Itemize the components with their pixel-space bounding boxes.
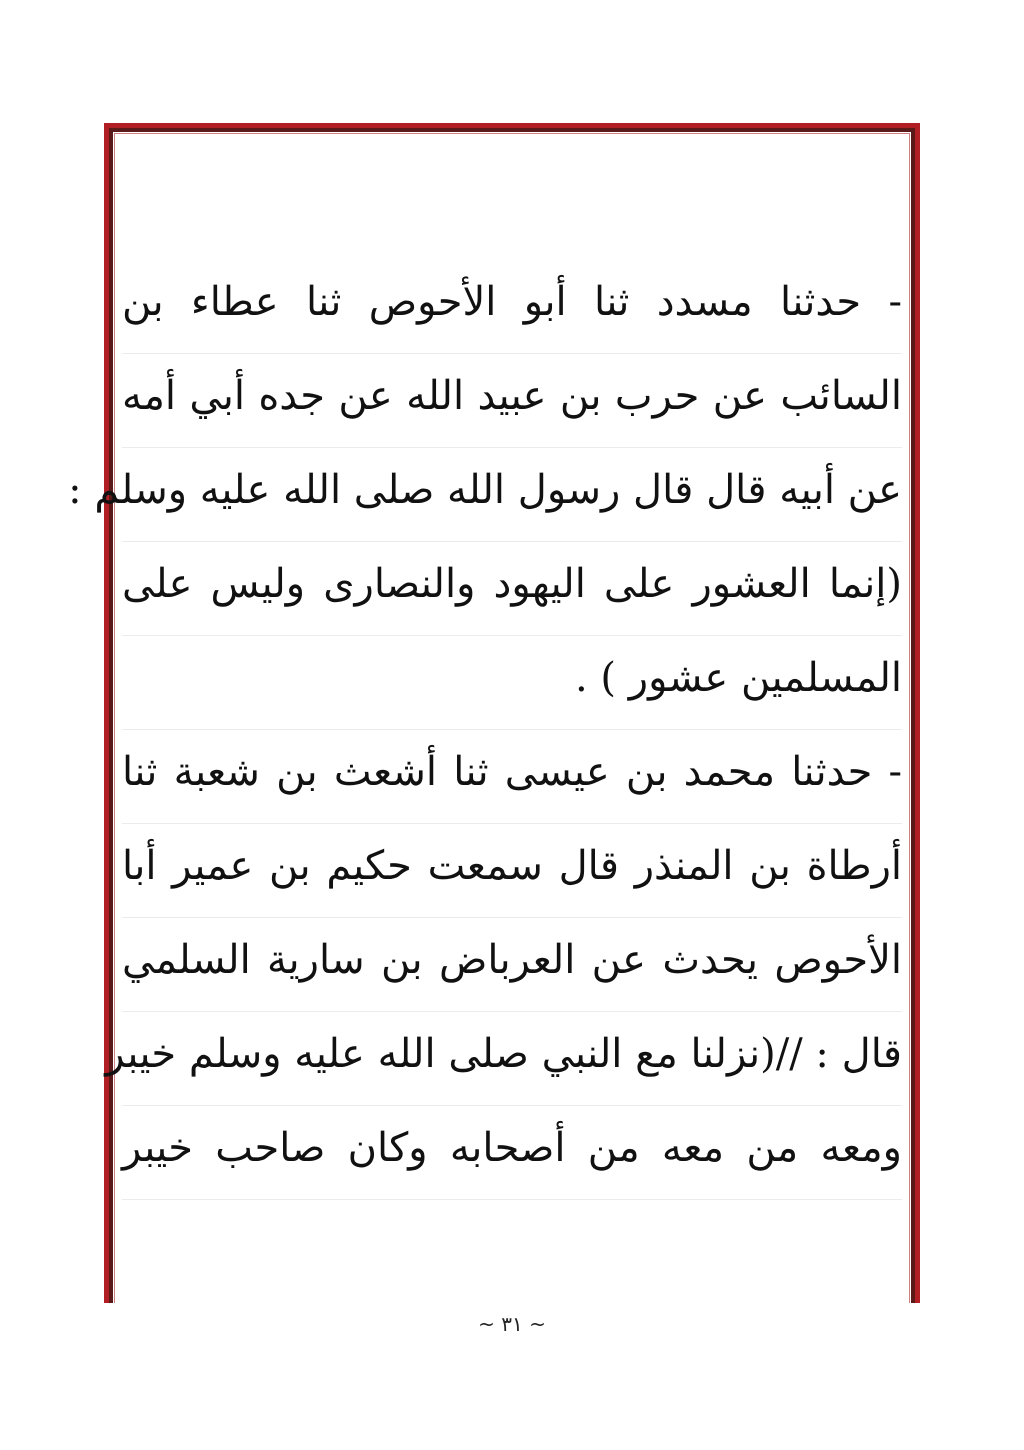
text-line [122,260,902,354]
text-line-content: (إنما العشور على اليهود والنصارى وليس على [122,561,902,607]
text-line [122,354,902,448]
text-line-content: أرطاة بن المنذر قال سمعت حكيم بن عمير أبا [122,843,902,889]
text-line [122,542,902,636]
text-line [105,1012,902,1106]
text-line-content: - حدثنا محمد بن عيسى ثنا أشعث بن شعبة ثنا [122,749,902,795]
page-number: ~ ٣١ ~ [478,1312,546,1336]
text-line-content: قال : //(نزلنا مع النبي صلى الله عليه وسلم خيبر [105,1031,902,1077]
text-line [122,918,902,1012]
hadith-text-block [68,260,902,1200]
text-line [122,730,902,824]
text-line-content: الأحوص يحدث عن العرباض بن سارية السلمي [122,937,902,983]
text-line [122,1106,902,1200]
text-line-content: - حدثنا مسدد ثنا أبو الأحوص ثنا عطاء بن [122,279,902,325]
text-line-content: السائب عن حرب بن عبيد الله عن جده أبي أمه [122,373,902,419]
text-line-content: المسلمين عشور ) . [575,655,902,701]
text-line-content: ومعه من معه من أصحابه وكان صاحب خيبر [122,1125,902,1171]
text-line [68,448,902,542]
text-line [122,824,902,918]
text-line-content: عن أبيه قال قال رسول الله صلى الله عليه وسلم : [68,467,902,513]
text-line [122,636,902,730]
